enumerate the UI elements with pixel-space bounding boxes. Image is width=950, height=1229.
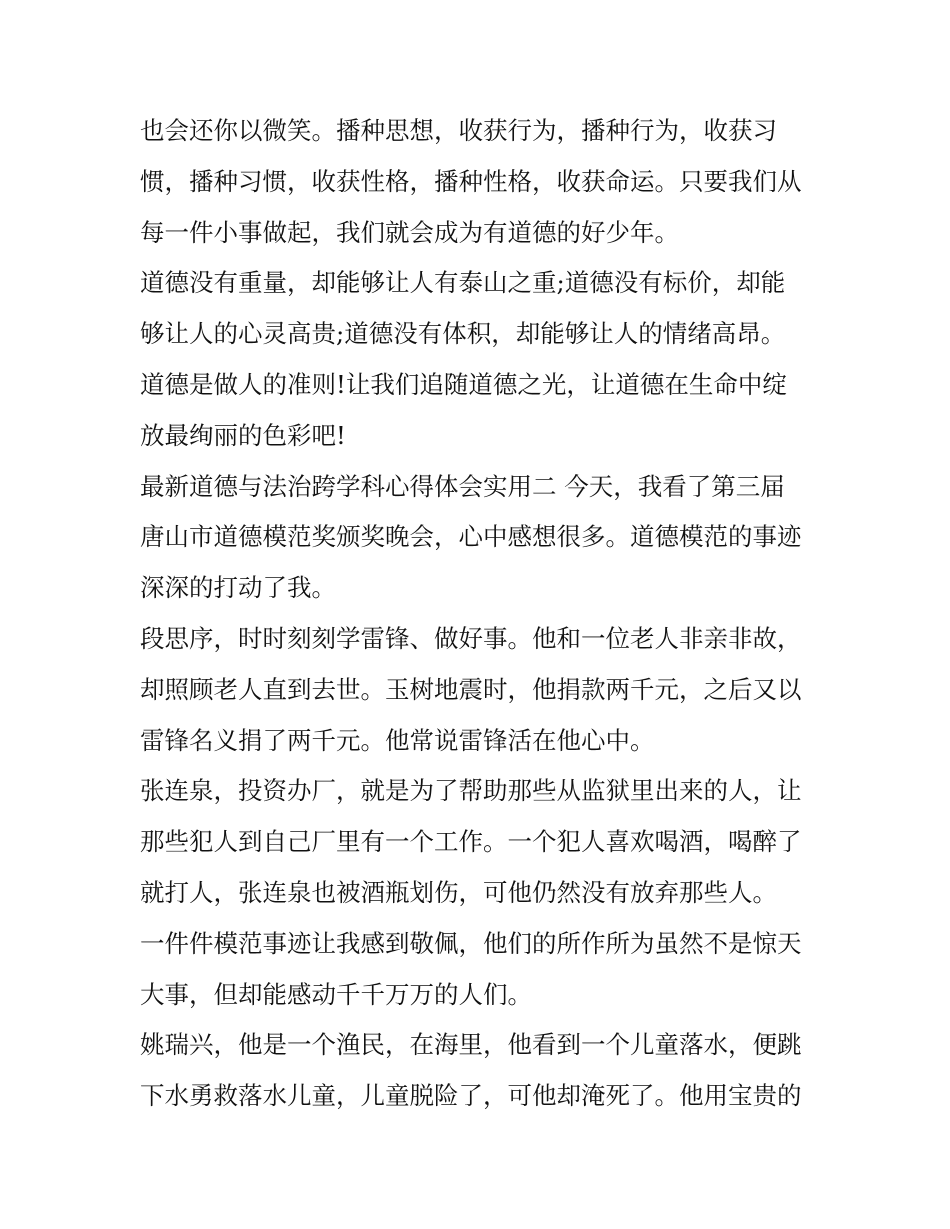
text-line: 姚瑞兴，他是一个渔民，在海里，他看到一个儿童落水，便跳 xyxy=(140,1030,802,1060)
text-line: 张连泉，投资办厂，就是为了帮助那些从监狱里出来的人，让 xyxy=(140,776,802,806)
text-line: 每一件小事做起，我们就会成为有道德的好少年。 xyxy=(140,217,679,247)
text-line: 也会还你以微笑。播种思想，收获行为，播种行为，收获习 xyxy=(140,116,777,145)
text-line: 惯，播种习惯，收获性格，播种性格，收获命运。只要我们从 xyxy=(140,166,802,196)
text-line: 大事，但却能感动千千万万的人们。 xyxy=(140,979,532,1009)
text-line: 那些犯人到自己厂里有一个工作。一个犯人喜欢喝酒，喝醉了 xyxy=(140,827,802,857)
text-line: 段思序，时时刻刻学雷锋、做好事。他和一位老人非亲非故， xyxy=(140,623,802,653)
text-line: 唐山市道德模范奖颁奖晚会，心中感想很多。道德模范的事迹 xyxy=(140,522,802,552)
text-line: 就打人，张连泉也被酒瓶划伤，可他仍然没有放弃那些人。 xyxy=(140,877,777,907)
text-line: 雷锋名义捐了两千元。他常说雷锋活在他心中。 xyxy=(140,725,655,755)
body-text xyxy=(140,106,830,1122)
text-line: 深深的打动了我。 xyxy=(140,573,336,603)
text-line: 够让人的心灵高贵;道德没有体积，却能够让人的情绪高昂。 xyxy=(140,319,786,349)
text-line: 放最绚丽的色彩吧! xyxy=(140,420,346,450)
text-line: 一件件模范事迹让我感到敬佩，他们的所作所为虽然不是惊天 xyxy=(140,928,802,958)
text-line: 却照顾老人直到去世。玉树地震时，他捐款两千元，之后又以 xyxy=(140,674,802,704)
text-line: 道德是做人的准则!让我们追随道德之光，让道德在生命中绽 xyxy=(140,369,787,399)
text-line: 最新道德与法治跨学科心得体会实用二 今天，我看了第三届 xyxy=(140,471,785,501)
text-line: 道德没有重量，却能够让人有泰山之重;道德没有标价，却能 xyxy=(140,268,786,298)
text-line: 下水勇救落水儿童，儿童脱险了，可他却淹死了。他用宝贵的 xyxy=(140,1081,802,1111)
